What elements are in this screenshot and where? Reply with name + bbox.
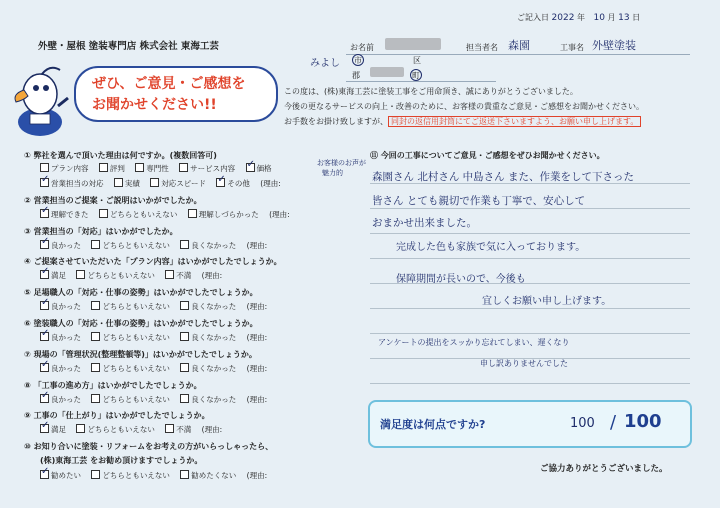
date-label: ご記入日 <box>517 13 549 22</box>
mascot-icon <box>10 60 70 138</box>
town-label: 町 <box>412 71 420 80</box>
q11-answer-line-5: 保障期間が長いので、今後も <box>396 274 526 285</box>
q5-options: ✓良かった どちらともいえない 良くなかった (理由: <box>40 301 267 312</box>
staff-value: 森園 <box>508 39 530 52</box>
ward-label: 区 <box>413 56 421 65</box>
q11-answer-line-6: 宜しくお願い申し上げます。 <box>482 296 612 307</box>
q10-options: ✓勧めたい どちらともいえない 勧めたくない (理由: <box>40 470 267 481</box>
question-10: ⑩ お知り合いに塗装・リフォームをお考えの方がいらっしゃったら、 <box>24 442 274 451</box>
question-6: ⑥ 塗装職人の「対応・仕事の姿勢」はいかがでしたでしょうか。 <box>24 319 258 328</box>
q7-options: ✓良かった どちらともいえない 良くなかった (理由: <box>40 363 267 374</box>
staff-label: 担当者名 <box>466 43 498 52</box>
month-suffix: 月 <box>607 13 616 22</box>
name-redacted <box>385 38 441 50</box>
question-10-line2: (株)東海工芸 をお勧め頂けますでしょうか。 <box>40 456 203 465</box>
town-redacted <box>370 67 404 77</box>
q2-options: ✓理解できた どちらともいえない 理解しづらかった (理由: <box>40 209 290 220</box>
catch-bubble <box>74 66 278 122</box>
score-slash: / <box>610 412 617 433</box>
name-label: お名前 <box>350 43 374 52</box>
question-3: ③ 営業担当の「対応」はいかがでしたか。 <box>24 227 178 236</box>
q6-options: ✓良かった どちらともいえない 良くなかった (理由: <box>40 332 267 343</box>
q11-answer-line-4: 完成した色も家族で気に入っております。 <box>396 242 586 253</box>
work-value: 外壁塗装 <box>592 39 636 52</box>
q1-options-row1: プラン内容 評判 専門性 サービス内容 ✓ 価格 <box>40 163 280 174</box>
year-suffix: 年 <box>577 13 585 22</box>
q8-options: ✓良かった どちらともいえない 良くなかった (理由: <box>40 394 267 405</box>
work-label: 工事名 <box>560 43 584 52</box>
q11-answer-line-3: おまかせ出来ました。 <box>372 217 477 229</box>
intro-line-1: この度は、(株)東海工芸に塗装工事をご用命頂き、誠にありがとうございました。 <box>284 87 578 96</box>
question-5: ⑤ 足場職人の「対応・仕事の姿勢」はいかがでしたでしょうか。 <box>24 288 258 297</box>
intro-red-note: 同封の返信用封筒にてご返送下さいますよう、お願い申し上げます。 <box>388 116 641 127</box>
q9-options: ✓満足 どちらともいえない 不満 (理由: <box>40 424 222 435</box>
question-4: ④ ご提案させていただいた「プラン内容」はいかがでしたでしょうか。 <box>24 257 282 266</box>
q1-other-hand-2: 魅力的 <box>322 169 343 177</box>
q3-options: ✓良かった どちらともいえない 良くなかった (理由: <box>40 240 267 251</box>
catch-line2: お聞かせください!! <box>92 97 217 113</box>
q4-options: ✓満足 どちらともいえない 不満 (理由: <box>40 270 222 281</box>
q11-answer-line-1: 森園さん 北村さん 中島さん また、作業をして下さった <box>372 171 635 183</box>
form-underline-1 <box>346 54 690 55</box>
question-2: ② 営業担当のご提案・ご説明はいかがでしたか。 <box>24 196 202 205</box>
q1-options-row2: ✓営業担当の対応 実績 対応スピード ✓ その他 (理由: <box>40 178 281 189</box>
company-name: 外壁・屋根 塗装専門店 株式会社 東海工芸 <box>38 41 219 52</box>
city-hand: みよし <box>310 58 340 69</box>
q1-other-hand: お客様のお声が <box>317 159 366 167</box>
catch-line1: ぜひ、ご意見・ご感想を <box>92 76 246 92</box>
score-max: 100 <box>624 411 662 432</box>
question-11: ⑪ 今回の工事についてご意見・ご感想をぜひお聞かせください。 <box>370 151 605 160</box>
day-suffix: 日 <box>632 13 641 22</box>
question-9: ⑨ 工事の「仕上がり」はいかがでしたでしょうか。 <box>24 411 210 420</box>
date-row <box>517 12 640 23</box>
q11-answer-line-7: アンケートの提出をスッかり忘れてしまい、遅くなり <box>378 338 570 347</box>
score-box <box>368 400 692 448</box>
score-question: 満足度は何点ですか? <box>380 418 486 431</box>
question-8: ⑧ 「工事の進め方」はいかがでしたでしょうか。 <box>24 381 202 390</box>
date-month: 10 <box>593 13 605 23</box>
city-label: 市 <box>354 56 362 65</box>
intro-line-3 <box>284 116 641 127</box>
score-value: 100 <box>570 416 595 431</box>
intro-line-2: 今後の更なるサービスの向上・改善のために、お客様の貴重なご意見・ご感想をお聞かせください。 <box>284 102 644 111</box>
q11-answer-line-2: 皆さん とても親切で作業も丁寧で、安心して <box>372 195 586 207</box>
date-day: 13 <box>618 13 630 23</box>
question-7: ⑦ 現場の「管理状況(整理整頓等)」はいかがでしたでしょうか。 <box>24 350 257 359</box>
question-1: ① 弊社を選んで頂いた理由は何ですか。(複数回答可) <box>24 151 217 160</box>
date-year: 2022 <box>551 13 575 23</box>
footer-thanks: ご協力ありがとうございました。 <box>540 464 668 474</box>
intro-last: お手数をお掛け致しますが、 <box>284 117 388 126</box>
form-underline-2 <box>346 81 496 82</box>
q11-answer-line-8: 申し訳ありませんでした <box>480 359 568 368</box>
gun-label: 郡 <box>352 71 360 80</box>
